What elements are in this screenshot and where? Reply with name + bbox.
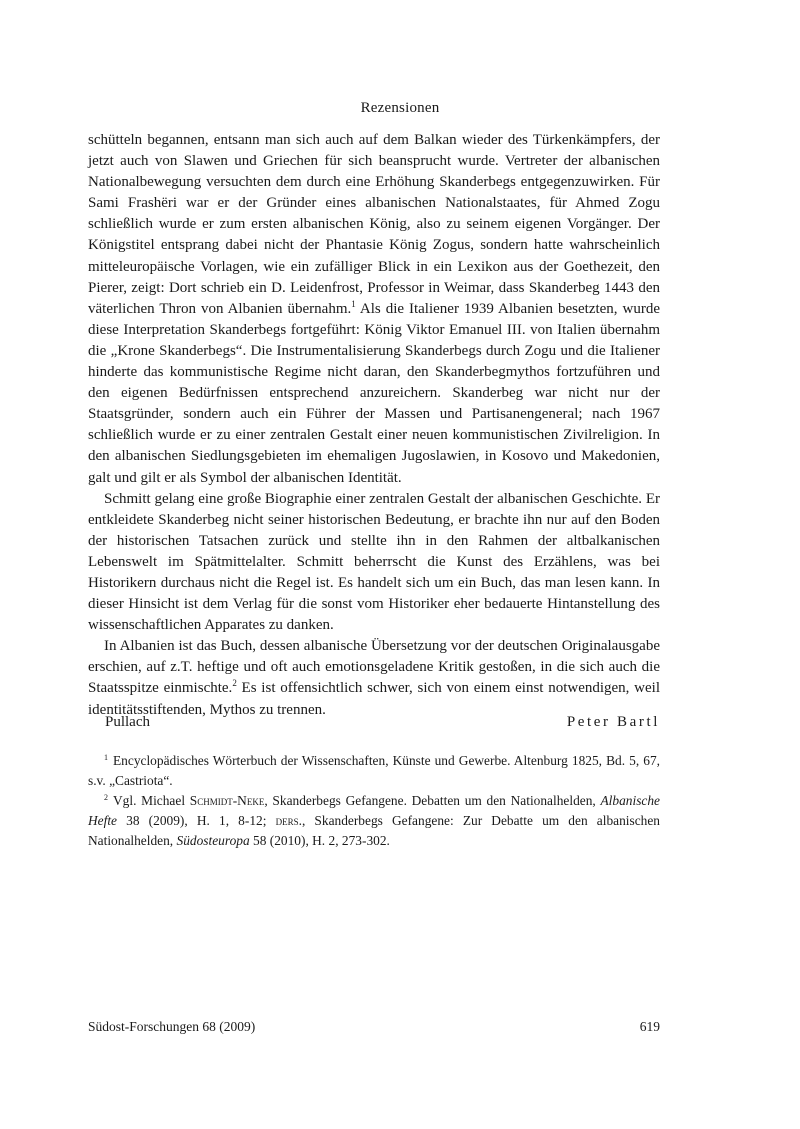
footnote-2-text-2: , Skanderbegs Gefangene. Debatten um den Nationalhelden,: [264, 793, 601, 808]
page-footer: [88, 1019, 660, 1035]
footnote-2-author: Schmidt-Neke: [189, 793, 265, 808]
footnotes: [88, 751, 660, 851]
paragraph-1-text-a: schütteln begannen, entsann man sich auch auf dem Balkan wieder des Türkenkämpfers, der jetzt auch von Slawen und Griechen für sich beansprucht wurde. Vertreter der albanischen Nationalbewegung versuchten dem durch eine Erhöhung Skanderbegs entgegenzuwirken. Für Sami Frashëri war er der Gründer eines albanischen Nationalstaates, für Ahmed Zogu schließlich wurde er zum ersten albanischen König, also zu seinem eigenen Vorgänger. Der Königstitel entsprang dabei nicht der Phantasie König Zogus, sondern hatte wahrscheinlich mitteleuropäische Vorlagen, wie ein zufälliger Blick in ein Lexikon aus der Goethezeit, den Pierer, zeigt: Dort schrieb ein D. Leidenfrost, Professor in Weimar, dass Skanderbeg 1443 den väterlichen Thron von Albanien übernahm.: [88, 132, 660, 317]
footnote-1: [88, 751, 660, 791]
paragraph-2: [88, 489, 660, 637]
footnote-2-text-4: , Skanderbegs Gefangene: Zur Debatte um den albanischen Nationalhelden,: [88, 813, 660, 848]
running-head: Rezensionen: [360, 100, 440, 116]
paragraph-3-text-a: In Albanien ist das Buch, dessen albanische Übersetzung vor der deutschen Originalausgabe erschien, auf z.T. heftige und oft auch emotionsgeladene Kritik gestoßen, in die sich auch die Staatsspitze einmischte.: [88, 638, 660, 697]
footer-journal: Südost-Forschungen 68 (2009): [88, 1019, 256, 1034]
paragraph-3-text-b: Es ist offensichtlich schwer, sich von einem einst notwendigen, weil identitätsstiftenden, Mythos zu trennen.: [88, 680, 661, 718]
review-body: [88, 130, 660, 721]
page-number: 619: [639, 1019, 660, 1034]
footnote-2: [88, 791, 660, 851]
paragraph-3: [88, 636, 660, 720]
footnote-2-journal-1: Albanische Hefte: [88, 793, 660, 828]
signature-place: Pullach: [105, 714, 150, 730]
paragraph-2-text: Schmitt gelang eine große Biographie einer zentralen Gestalt der albanischen Geschichte. Er entkleidete Skanderbeg nicht seiner historischen Bedeutung, er brachte ihn nur auf den Boden der historischen Tatsachen zurück und stellte ihn in den Rahmen der altbalkanischen Lebenswelt im Spätmittelalter. Schmitt beherrscht die Kunst des Erzählens, was bei Historikern durchaus nicht die Regel ist. Es handelt sich um ein Buch, das man lesen kann. In dieser Hinsicht ist dem Verlag für die sonst vom Historiker eher bedauerte Hintanstellung des wissenschaftlichen Apparates zu danken.: [88, 490, 660, 634]
footnote-1-number: 1: [104, 753, 108, 762]
footnote-1-text: Encyclopädisches Wörterbuch der Wissenschaften, Künste und Gewerbe. Altenburg 1825, Bd. 5, 67, s.v. „Castriota“.: [88, 753, 660, 788]
paragraph-1-text-b: Als die Italiener 1939 Albanien besetzten, wurde diese Interpretation Skanderbegs fortgeführt: König Viktor Emanuel III. von Italien übernahm die „Krone Skanderbegs“. Die Instrumentalisierung Skanderbegs durch Zogu und die Italiener hinderte das kommunistische Regime nicht daran, den Skanderbegmythos fortzuführen und den eigenen Bedürfnissen entsprechend anzureichern. Skanderbeg war nicht nur der Staatsgründer, sondern auch ein Führer der Massen und Partisanengeneral; nach 1967 schließlich wurde er zu einer zentralen Gestalt einer neuen kommunistischen Zivilreligion. In den albanischen Siedlungsgebieten im ehemaligen Jugoslawien, in Kosovo und Makedonien, galt und gilt er als Symbol der albanischen Identität.: [88, 300, 661, 486]
footnote-2-text-5: 58 (2010), H. 2, 273-302.: [249, 833, 390, 848]
paragraph-1: [88, 130, 660, 489]
signature-author: Peter Bartl: [566, 714, 660, 730]
footnote-2-number: 2: [104, 793, 108, 802]
footnote-2-journal-2: Südosteuropa: [176, 833, 250, 848]
footnote-2-ders: ders.: [275, 813, 302, 828]
footnote-2-text-3: 38 (2009), H. 1, 8-12;: [117, 813, 276, 828]
footnote-ref-1[interactable]: 1: [351, 298, 356, 309]
footnote-2-text-1: Vgl. Michael: [113, 793, 190, 808]
footnote-ref-2[interactable]: 2: [232, 678, 237, 689]
signature-line: [105, 714, 660, 731]
